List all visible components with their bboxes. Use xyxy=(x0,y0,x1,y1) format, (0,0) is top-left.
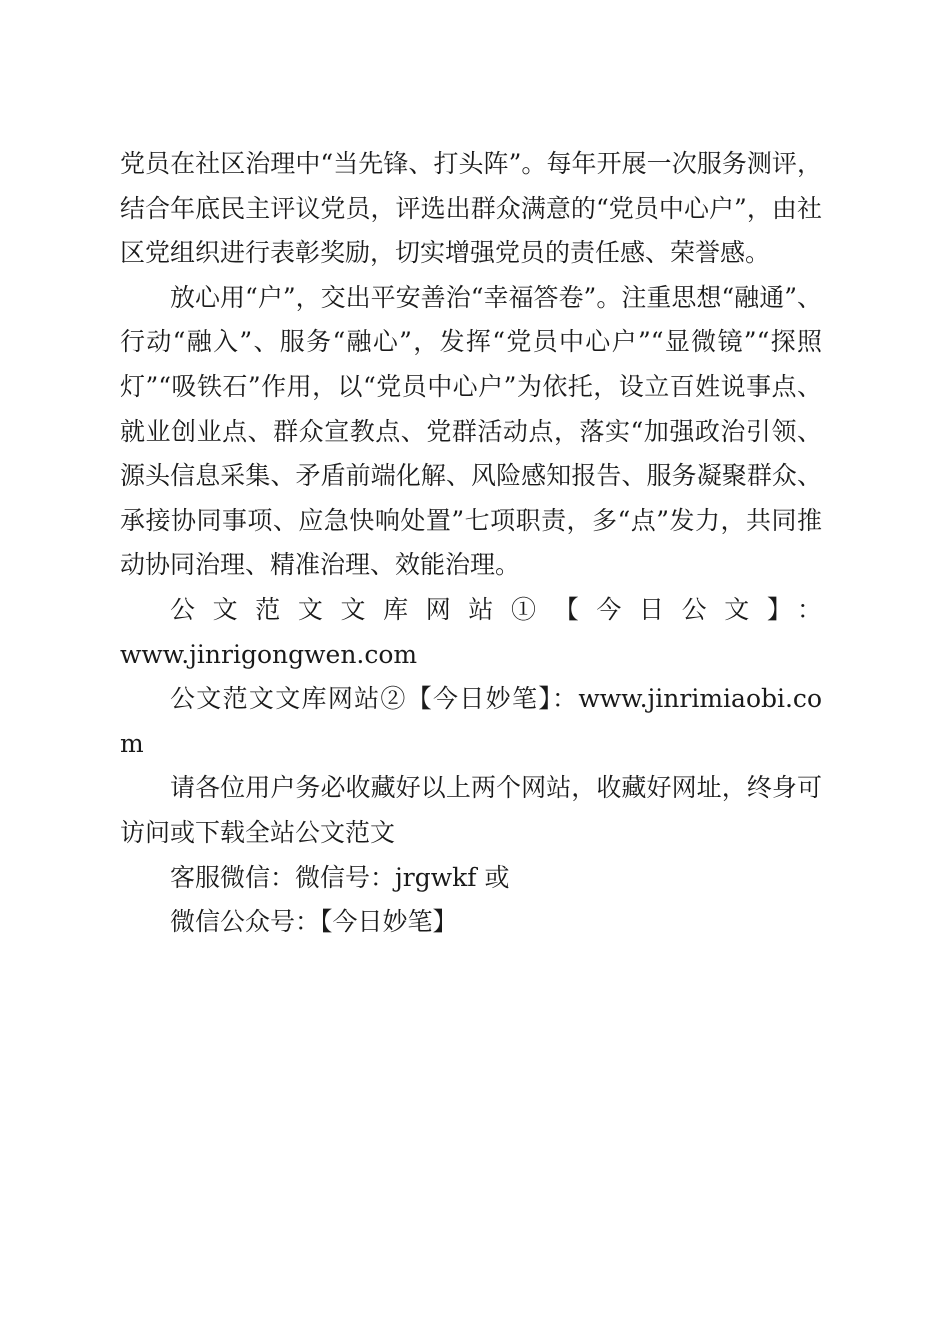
footer-site2-line: 公文范文文库网站②【今日妙笔】：www.jinrimiaobi.com xyxy=(120,684,822,758)
footer-site1-line: 公文范文文库网站①【今日公文】： xyxy=(170,594,822,624)
footer-reminder: 请各位用户务必收藏好以上两个网站，收藏好网址，终身可访问或下载全站公文范文 xyxy=(120,773,822,847)
paragraph-reassuring-households: 放心用“户”，交出平安善治“幸福答卷”。注重思想“融通”、行动“融入”、服务“融心”，发挥“党员中心户”“显微镜”“探照灯”“吸铁石”作用，以“党员中心户”为依托，设立百姓说事点、就业创业点、群众宣教点、党群活动点，落实“加强政治引领、源头信息采集、矛盾前端化解、风险感知报告、服务凝聚群众、承接协同事项、应急快响处置”七项职责，多“点”发力，共同推动协同治理、精准治理、效能治理。 xyxy=(120,282,822,580)
paragraph-party-members-evaluation: 党员在社区治理中“当先锋、打头阵”。每年开展一次服务测评，结合年底民主评议党员，评选出群众满意的“党员中心户”，由社区党组织进行表彰奖励，切实增强党员的责任感、荣誉感。 xyxy=(120,149,822,268)
footer-official-account: 微信公众号：【今日妙笔】 xyxy=(170,907,458,937)
footer-service-wechat: 客服微信：微信号：jrgwkf 或 xyxy=(170,862,510,892)
footer-site1-url: www.jinrigongwen.com xyxy=(120,639,418,669)
document-body xyxy=(120,142,822,945)
